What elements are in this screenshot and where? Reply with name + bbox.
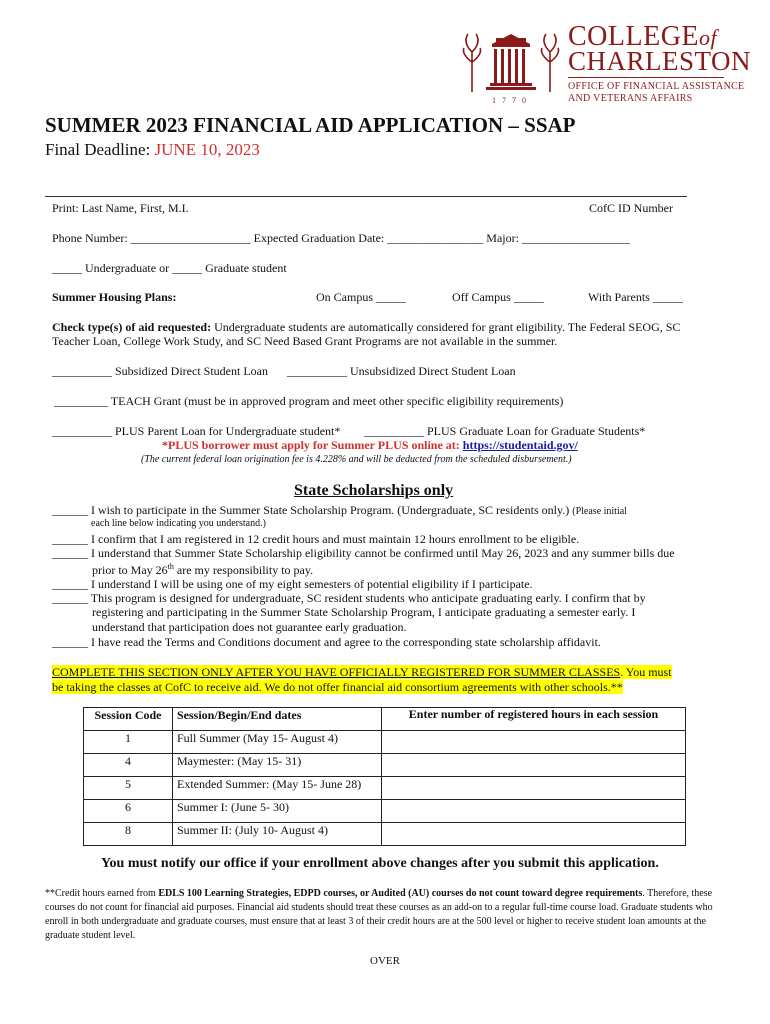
session-dates: Summer I: (June 5- 30) [173, 800, 382, 823]
final-deadline [45, 140, 260, 160]
logo-college-word: COLLEGE [568, 21, 700, 52]
ss-item-4[interactable]: ______ I understand I will be using one of my eight semesters of potential eligibility if I participate. [52, 577, 533, 591]
table-row [84, 800, 686, 823]
registered-hours-input[interactable] [382, 731, 686, 754]
table-row [84, 777, 686, 800]
plus-parent-loan-option[interactable]: __________ PLUS Parent Loan for Undergraduate student* [52, 424, 341, 438]
session-dates: Maymester: (May 15- 31) [173, 754, 382, 777]
deadline-date: JUNE 10, 2023 [154, 140, 260, 159]
logo-divider [568, 77, 724, 78]
plus-graduate-loan-option[interactable]: __________ PLUS Graduate Loan for Graduate Students* [364, 424, 646, 438]
housing-with-parents[interactable]: With Parents _____ [588, 290, 683, 304]
ss-item-1[interactable] [52, 503, 627, 518]
housing-off-campus[interactable]: Off Campus _____ [452, 290, 544, 304]
aid-types-label: Check type(s) of aid requested: [52, 320, 212, 334]
subsidized-loan-option[interactable]: __________ Subsidized Direct Student Loan [52, 364, 268, 378]
name-field-label: Print: Last Name, First, M.I. [52, 201, 189, 215]
aid-types-text1: Undergraduate students are automatically considered for grant eligibility. The Federal SEOG, SC [211, 320, 681, 334]
footnote-line3: regular full-time course load. Graduate students who enroll in both undergraduate and graduate courses, must ensure that at least 3 of their credit [45, 902, 713, 927]
ss-item-3-text: prior to May 26 [92, 563, 168, 577]
state-scholarships-heading: State Scholarships only [294, 482, 454, 499]
ss-item-5-cont1: registering and participating in the Summer State Scholarship Program, I anticipate graduating a semester early. I [92, 605, 636, 619]
college-building-logo-icon [462, 22, 562, 102]
complete-notice-line1 [52, 665, 672, 679]
ss-item-6[interactable]: ______ I have read the Terms and Conditions document and agree to the corresponding state scholarship affidavit. [52, 635, 601, 649]
session-code: 6 [84, 800, 173, 823]
housing-on-campus[interactable]: On Campus _____ [316, 290, 406, 304]
ss-item-3-cont [92, 560, 313, 577]
phone-graduation-major-row[interactable]: Phone Number: ____________________ Expected Graduation Date: ________________ Major: __________________ [52, 231, 630, 245]
header-session-dates: Session/Begin/End dates [173, 708, 382, 731]
registered-hours-input[interactable] [382, 777, 686, 800]
ss-item-3[interactable]: ______ I understand that Summer State Scholarship eligibility cannot be confirmed until May 26, 2023 and any summer bills due [52, 546, 675, 560]
logo-charleston-text: CHARLESTON [568, 46, 752, 76]
complete-notice-text2: be taking the classes at CofC to receive aid. We do not offer financial aid consortium agreements with other schools.** [52, 680, 623, 694]
session-code: 5 [84, 777, 173, 800]
table-header-row [84, 708, 686, 731]
footnote-bold1: EDLS 100 Learning Strategies, EDPD courses, or Audited (AU) courses do not count toward degree [158, 888, 583, 899]
footnote-line4: hours are at the 500 level or higher to receive student loan amounts at the graduate student level. [45, 916, 706, 941]
ss-item-2[interactable]: ______ I confirm that I am registered in 12 credit hours and must maintain 12 hours enrollment to be eligible. [52, 532, 580, 546]
over-label: OVER [370, 955, 400, 967]
session-dates: Extended Summer: (May 15- June 28) [173, 777, 382, 800]
table-row [84, 754, 686, 777]
logo-office-line2: AND VETERANS AFFAIRS [568, 93, 693, 104]
aid-types-text2: Teacher Loan, College Work Study, and SC Need Based Grant Programs are not available in the summer. [52, 334, 558, 348]
name-signature-line[interactable] [45, 196, 687, 197]
ss-item-3-tail: are my responsibility to pay. [173, 563, 314, 577]
credit-hours-footnote [45, 887, 725, 943]
table-row [84, 731, 686, 754]
housing-label: Summer Housing Plans: [52, 290, 177, 304]
ss-item-5-cont2: understand that participation does not guarantee early graduation. [92, 620, 407, 634]
deadline-label: Final Deadline: [45, 140, 155, 159]
table-row [84, 823, 686, 846]
notify-office-notice: You must notify our office if your enrollment above changes after you submit this application. [101, 856, 659, 871]
footnote-rest1: . Therefore, these courses do not count for financial aid purposes. Financial aid students should treat these courses as an add-on to a [45, 888, 713, 913]
logo-of-word: of [699, 25, 718, 50]
registered-hours-input[interactable] [382, 800, 686, 823]
session-code: 4 [84, 754, 173, 777]
unsubsidized-loan-option[interactable]: __________ Unsubsidized Direct Student Loan [287, 364, 516, 378]
aid-types-intro [52, 320, 680, 334]
footnote-bold2: requirements [585, 888, 643, 899]
footnote-lead: **Credit hours earned from [45, 888, 159, 899]
header-registered-hours: Enter number of registered hours in each session [382, 708, 686, 731]
complete-notice-rest: . You must [620, 665, 672, 679]
session-dates: Summer II: (July 10- August 4) [173, 823, 382, 846]
cofc-id-label: CofC ID Number [589, 201, 673, 215]
fee-note: (The current federal loan origination fee is 4.228% and will be deducted from the scheduled disbursement.) [141, 454, 572, 465]
registered-hours-input[interactable] [382, 754, 686, 777]
student-type-row[interactable]: _____ Undergraduate or _____ Graduate student [52, 261, 287, 275]
session-dates: Full Summer (May 15- August 4) [173, 731, 382, 754]
plus-note-text: *PLUS borrower must apply for Summer PLUS online at: [162, 438, 460, 452]
ss-item-5[interactable]: ______ This program is designed for undergraduate, SC resident students who anticipate graduating early. I confirm that by [52, 591, 646, 605]
page-title: SUMMER 2023 FINANCIAL AID APPLICATION – SSAP [45, 113, 576, 137]
logo-office-text [568, 81, 744, 105]
session-code: 1 [84, 731, 173, 754]
sessions-table [83, 707, 686, 846]
complete-notice-line2 [52, 680, 623, 694]
logo-year: 1770 [492, 96, 532, 105]
ss-item-1-note-cont: each line below indicating you understand.) [91, 518, 266, 529]
ss-item-1-note: (Please initial [572, 506, 627, 517]
registered-hours-input[interactable] [382, 823, 686, 846]
teach-grant-option[interactable]: _________ TEACH Grant (must be in approved program and meet other specific eligibility requirements) [54, 394, 564, 408]
ss-item-1-text: ______ I wish to participate in the Summer State Scholarship Program. (Undergraduate, SC residents only.) [52, 503, 570, 517]
header-session-code: Session Code [84, 708, 173, 731]
session-code: 8 [84, 823, 173, 846]
complete-notice-underlined: COMPLETE THIS SECTION ONLY AFTER YOU HAVE OFFICIALLY REGISTERED FOR SUMMER CLASSES [52, 665, 621, 679]
plus-note [162, 438, 578, 452]
studentaid-link[interactable]: https://studentaid.gov/ [462, 438, 578, 452]
logo-office-line1: OFFICE OF FINANCIAL ASSISTANCE [568, 81, 745, 92]
ss-item-3-sup: th [167, 562, 174, 571]
